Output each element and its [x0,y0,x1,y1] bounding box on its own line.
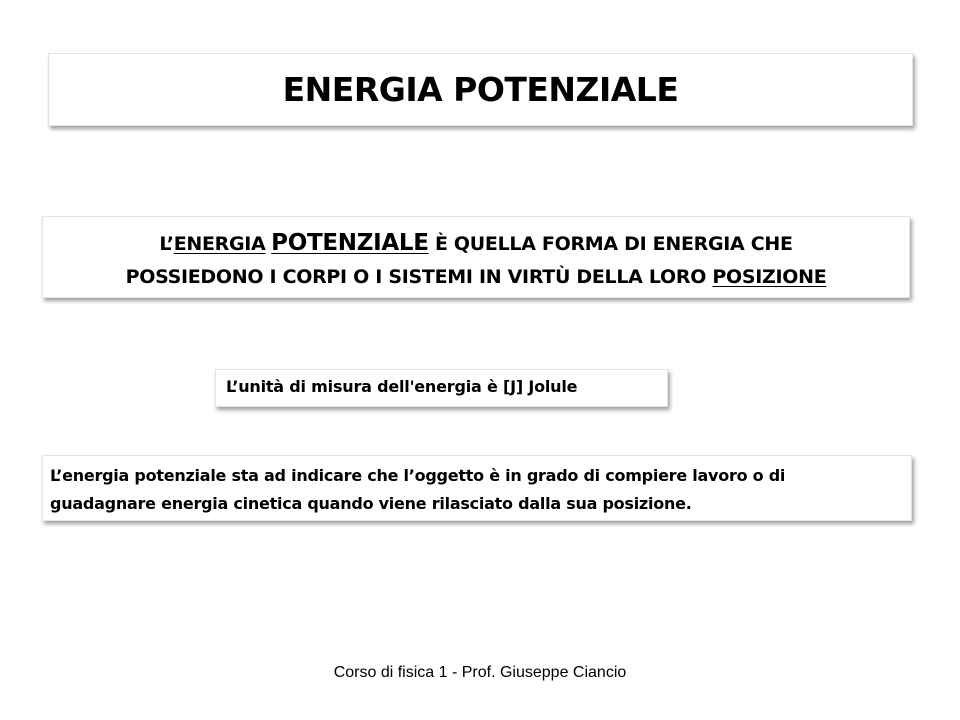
slide-footer: Corso di fisica 1 - Prof. Giuseppe Ciancio [333,664,627,681]
definition-term-potenziale: POTENZIALE [271,230,429,256]
definition-box [42,216,910,298]
definition-term-energia: ENERGIA [173,233,266,255]
explanation-line-1: L’energia potenziale sta ad indicare che l’oggetto è in grado di compiere lavoro o di [50,466,786,485]
definition-rest: È QUELLA FORMA DI ENERGIA CHE [434,233,793,255]
definition-line-2-text: POSSIEDONO I CORPI O I SISTEMI IN VIRTÙ DELLA LORO [125,266,707,288]
definition-prefix: L’ [159,233,174,255]
slide-title: ENERGIA POTENZIALE [282,70,679,109]
explanation-box [42,455,912,521]
definition-term [173,230,429,256]
definition-line-2 [51,261,901,294]
title-box [48,53,913,126]
explanation-line-2: guadagnare energia cinetica quando viene rilasciato dalla sua posizione. [50,494,692,513]
unit-box [215,369,668,407]
definition-line-1 [51,227,901,261]
definition-emphasis-posizione: POSIZIONE [712,266,827,288]
unit-note: L’unità di misura dell'energia è [J] Jolule [226,377,578,396]
